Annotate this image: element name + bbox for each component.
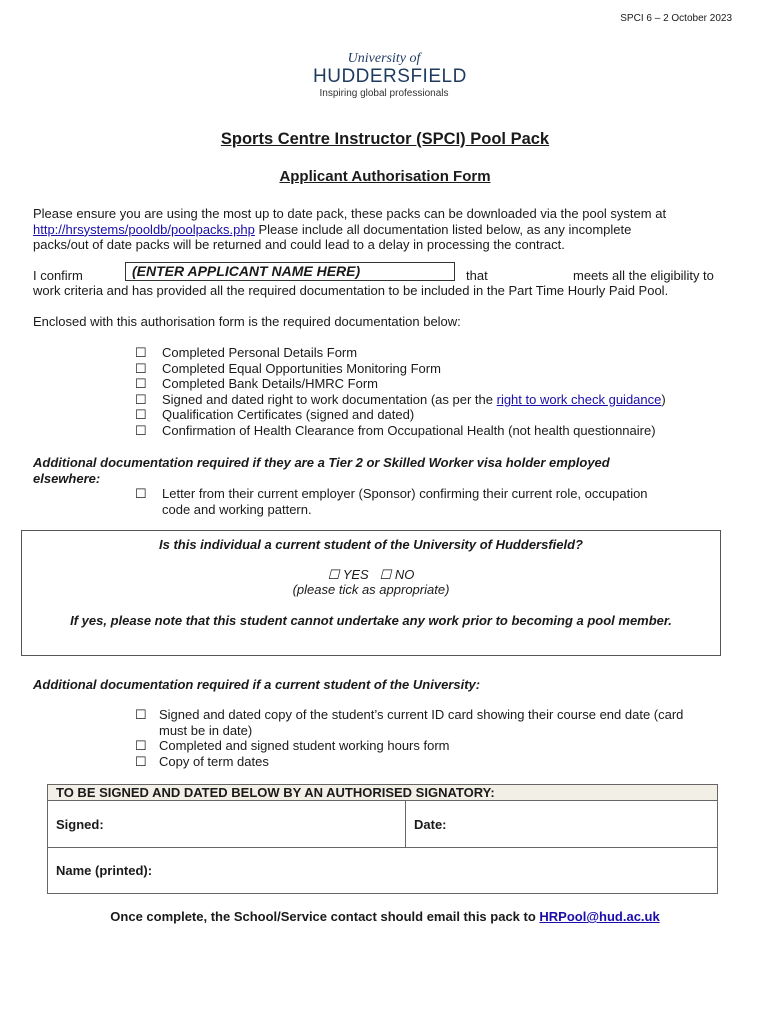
footer-text: Once complete, the School/Service contact should email this pack to	[110, 909, 540, 924]
intro-paragraph	[33, 206, 733, 253]
rtw-close: )	[661, 391, 666, 407]
visa-item-line-1: Letter from their current employer (Sponsor) confirming their current role, occupation	[162, 486, 648, 501]
enclosed-text: Enclosed with this authorisation form is the required documentation below:	[33, 314, 461, 329]
list-item[interactable]	[135, 738, 735, 754]
checkbox-icon[interactable]: ☐	[135, 376, 147, 392]
applicant-name-field[interactable]: (ENTER APPLICANT NAME HERE)	[125, 262, 455, 281]
student-documents-list	[135, 707, 735, 769]
document-reference: SPCI 6 – 2 October 2023	[620, 13, 732, 24]
checkbox-icon[interactable]: ☐	[135, 422, 147, 438]
signature-header-row	[48, 785, 718, 801]
list-item[interactable]	[135, 754, 735, 770]
signature-row	[48, 801, 718, 848]
tick-hint: (please tick as appropriate)	[292, 582, 450, 597]
visa-documents-list	[135, 486, 648, 517]
intro-line-1: Please ensure you are using the most up to date pack, these packs can be downloaded via the pool system at	[33, 206, 667, 221]
intro-line-2-text: Please include all documentation listed below, as any incomplete	[254, 221, 632, 237]
rtw-guidance-link[interactable]: right to work check guidance	[496, 391, 662, 407]
list-item-label: Completed Bank Details/HMRC Form	[162, 376, 379, 392]
yes-checkbox[interactable]: ☐ YES	[327, 567, 369, 582]
list-item-label: Confirmation of Health Clearance from Occupational Health (not health questionnaire)	[162, 422, 656, 438]
list-item-label	[162, 486, 648, 517]
checkbox-icon[interactable]: ☐	[135, 345, 147, 360]
list-item-label: Completed Personal Details Form	[162, 345, 358, 360]
rtw-text: Signed and dated right to work documentation (as per the	[162, 391, 497, 407]
list-item[interactable]	[135, 392, 666, 408]
no-checkbox[interactable]: ☐ NO	[379, 567, 415, 582]
checkbox-icon[interactable]: ☐	[135, 391, 147, 407]
logo-line-1: University of	[347, 51, 421, 66]
student-item-1-line-1: Signed and dated copy of the student’s current ID card showing their course end date (card	[159, 707, 684, 722]
signed-field[interactable]: Signed:	[48, 801, 406, 848]
intro-line-2	[33, 222, 733, 238]
list-item[interactable]	[135, 707, 735, 738]
footer-instructions	[0, 909, 770, 924]
checkbox-icon[interactable]: ☐	[135, 407, 147, 423]
logo-tagline: Inspiring global professionals	[319, 88, 449, 99]
list-item-label	[159, 707, 683, 738]
list-item-label	[162, 392, 666, 408]
list-item-label: Qualification Certificates (signed and dated)	[162, 407, 415, 423]
form-subtitle: Applicant Authorisation Form	[279, 168, 491, 185]
checkbox-icon[interactable]: ☐	[135, 486, 147, 501]
student-item-1-line-2: must be in date)	[159, 722, 253, 738]
list-item-label: Copy of term dates	[159, 753, 269, 769]
visa-item-line-2: code and working pattern.	[162, 501, 312, 517]
list-item[interactable]	[135, 345, 666, 361]
checkbox-icon[interactable]: ☐	[135, 707, 147, 722]
checkbox-icon[interactable]: ☐	[135, 360, 147, 376]
student-warning: If yes, please note that this student cannot undertake any work prior to becoming a pool member.	[70, 613, 672, 628]
list-item-label: Completed and signed student working hours form	[159, 738, 450, 754]
confirm-suffix: meets all the eligibility to	[573, 268, 714, 283]
name-row	[48, 848, 718, 894]
list-item[interactable]	[135, 423, 666, 439]
hr-pool-email-link[interactable]: HRPool@hud.ac.uk	[539, 909, 660, 924]
list-item-label: Completed Equal Opportunities Monitoring Form	[162, 360, 441, 376]
required-documents-list	[135, 345, 666, 439]
checkbox-icon[interactable]: ☐	[135, 753, 147, 769]
visa-heading	[33, 455, 610, 486]
university-logo	[313, 51, 467, 100]
intro-line-3: packs/out of date packs will be returned and could lead to a delay in processing the contract.	[33, 237, 565, 253]
list-item[interactable]	[135, 486, 648, 517]
date-field[interactable]: Date:	[406, 801, 718, 848]
list-item[interactable]	[135, 407, 666, 423]
confirm-that: that	[466, 268, 488, 283]
visa-heading-line-2: elsewhere:	[33, 470, 101, 486]
signature-table	[47, 784, 718, 894]
current-student-box	[21, 530, 721, 656]
student-options	[22, 567, 720, 583]
signature-header: TO BE SIGNED AND DATED BELOW BY AN AUTHORISED SIGNATORY:	[48, 785, 718, 801]
list-item[interactable]	[135, 361, 666, 377]
visa-heading-line-1: Additional documentation required if they are a Tier 2 or Skilled Worker visa holder employed	[33, 455, 610, 470]
confirm-prefix: I confirm	[33, 268, 83, 283]
student-docs-heading: Additional documentation required if a current student of the University:	[33, 677, 481, 692]
pool-packs-link[interactable]: http://hrsystems/pooldb/poolpacks.php	[33, 221, 255, 237]
page-title: Sports Centre Instructor (SPCI) Pool Pack	[220, 130, 550, 148]
student-question: Is this individual a current student of the University of Huddersfield?	[159, 537, 583, 552]
printed-name-field[interactable]: Name (printed):	[48, 848, 718, 894]
logo-line-2: HUDDERSFIELD	[313, 66, 467, 87]
list-item[interactable]	[135, 376, 666, 392]
confirm-line-2: work criteria and has provided all the required documentation to be included in the Part Time Hourly Paid Pool.	[33, 283, 669, 298]
checkbox-icon[interactable]: ☐	[135, 738, 147, 754]
